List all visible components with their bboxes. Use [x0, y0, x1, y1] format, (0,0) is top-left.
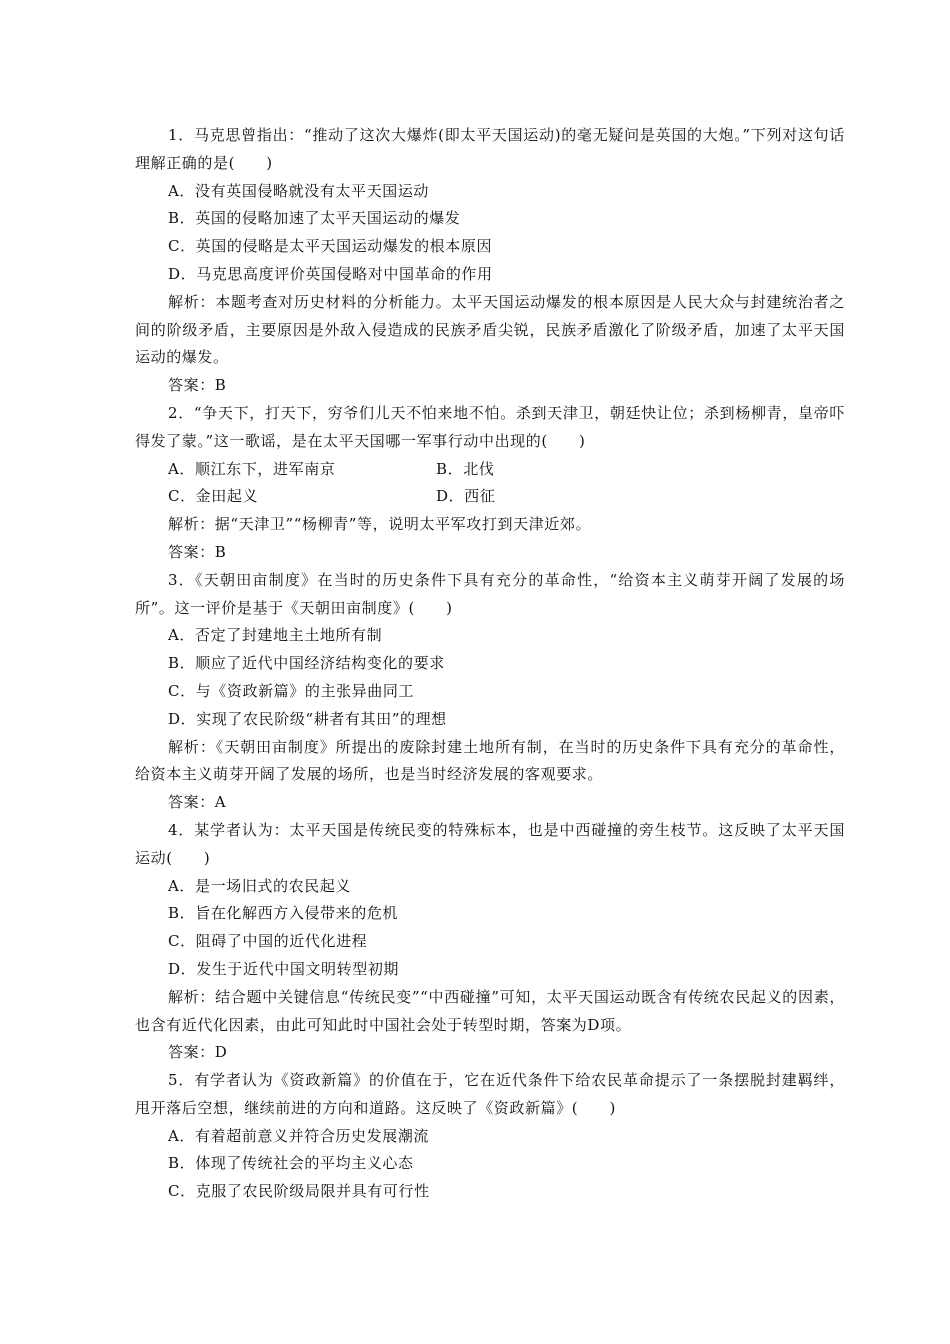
- question-4-option-a: A．是一场旧式的农民起义: [168, 876, 352, 895]
- question-5-option-c: C．克服了农民阶级局限并具有可行性: [168, 1182, 430, 1201]
- question-3-option-d: D．实现了农民阶级“耕者有其田”的理想: [168, 709, 447, 728]
- question-3-option-b: B．顺应了近代中国经济结构变化的要求: [168, 654, 445, 673]
- question-1: [135, 122, 845, 400]
- question-5-stem: 5．有学者认为《资政新篇》的价值在于，它在近代条件下给农民革命提示了一条摆脱封建羁绊，甩开落后空想，继续前进的方向和道路。这反映了《资政新篇》( ): [135, 1071, 845, 1117]
- question-3: [135, 567, 845, 817]
- question-3-option-a: A．否定了封建地主土地所有制: [168, 626, 383, 645]
- question-3-option-c: C．与《资政新篇》的主张异曲同工: [168, 681, 415, 700]
- question-2-options-row-2: [135, 483, 845, 511]
- question-2-stem: 2．“争天下，打天下，穷爷们儿天不怕来地不怕。杀到天津卫，朝廷快让位；杀到杨柳青，皇帝吓得发了蒙。”这一歌谣，是在太平天国哪一军事行动中出现的( ): [135, 403, 845, 450]
- question-2-option-a: A．顺江东下，进军南京: [168, 459, 336, 478]
- question-4-answer: 答案：D: [168, 1043, 228, 1062]
- question-2-answer: 答案：B: [168, 542, 227, 561]
- question-4-option-c: C．阻碍了中国的近代化进程: [168, 932, 368, 951]
- question-1-option-a: A．没有英国侵略就没有太平天国运动: [168, 181, 430, 200]
- question-2-option-d: D．西征: [436, 487, 496, 506]
- question-3-analysis: 解析：《天朝田亩制度》所提出的废除封建土地所有制，在当时的历史条件下具有充分的革命性，给资本主义萌芽开阔了发展的场所，也是当时经济发展的客观要求。: [135, 737, 845, 784]
- question-3-stem: 3．《天朝田亩制度》在当时的历史条件下具有充分的革命性，“给资本主义萌芽开阔了发展的场所”。这一评价是基于《天朝田亩制度》( ): [135, 570, 845, 617]
- question-2-option-c: C．金田起义: [168, 487, 259, 506]
- question-2-analysis: 解析：据“天津卫”“杨柳青”等，说明太平军攻打到天津近郊。: [168, 515, 592, 534]
- question-4-option-b: B．旨在化解西方入侵带来的危机: [168, 904, 399, 923]
- question-2-option-b: B．北伐: [436, 459, 495, 478]
- question-5-option-a: A．有着超前意义并符合历史发展潮流: [168, 1126, 430, 1145]
- question-1-analysis: 解析：本题考查对历史材料的分析能力。太平天国运动爆发的根本原因是人民大众与封建统治者之间的阶级矛盾，主要原因是外敌入侵造成的民族矛盾尖锐，民族矛盾激化了阶级矛盾，加速了太平天国运动的爆发。: [135, 292, 845, 367]
- question-1-option-c: C．英国的侵略是太平天国运动爆发的根本原因: [168, 237, 493, 256]
- question-2-options-row-1: [135, 456, 845, 484]
- question-5-option-b: B．体现了传统社会的平均主义心态: [168, 1154, 414, 1173]
- question-4-analysis: 解析：结合题中关键信息“传统民变”“中西碰撞”可知，太平天国运动既含有传统农民起义的因素，也含有近代化因素，由此可知此时中国社会处于转型时期，答案为D项。: [135, 987, 845, 1034]
- question-4: [135, 817, 845, 1067]
- question-1-stem: 1．马克思曾指出：“推动了这次大爆炸(即太平天国运动)的毫无疑问是英国的大炮。”下列对这句话理解正确的是( ): [135, 126, 845, 172]
- question-4-option-d: D．发生于近代中国文明转型初期: [168, 959, 400, 978]
- question-1-option-d: D．马克思高度评价英国侵略对中国革命的作用: [168, 264, 493, 283]
- question-1-answer: 答案：B: [168, 376, 227, 395]
- question-4-stem: 4．某学者认为：太平天国是传统民变的特殊标本，也是中西碰撞的旁生枝节。这反映了太平天国运动( ): [135, 820, 845, 867]
- question-2: [135, 400, 845, 567]
- question-3-answer: 答案：A: [168, 793, 227, 812]
- question-1-option-b: B．英国的侵略加速了太平天国运动的爆发: [168, 209, 461, 228]
- document-body: [135, 122, 845, 1206]
- question-5: [135, 1067, 845, 1206]
